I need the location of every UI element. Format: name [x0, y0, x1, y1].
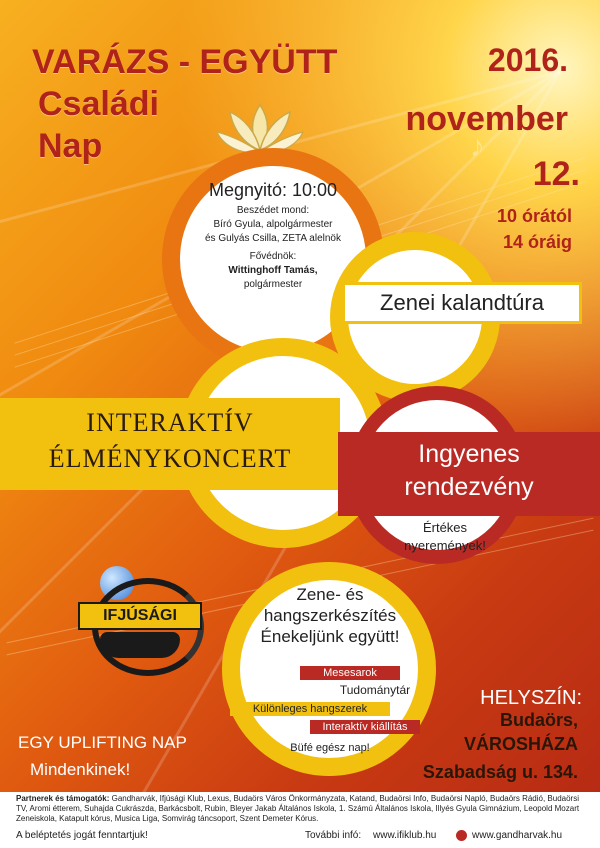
event-time-from: 10 órától: [496, 206, 572, 226]
uplifting-line2: Mindenkinek!: [30, 760, 131, 779]
free-event-line1: Ingyenes: [418, 440, 520, 468]
uplifting-line1: EGY UPLIFTING NAP: [18, 733, 187, 752]
site1-link[interactable]: www.ifiklub.hu: [373, 830, 437, 841]
free-event-line2: rendezvény: [404, 473, 534, 501]
crowd-icon: [100, 632, 180, 658]
programs-line3: Énekeljünk együtt!: [260, 627, 400, 646]
prizes-line1: Értékes: [422, 520, 468, 535]
prizes-line2: nyeremények!: [404, 538, 486, 553]
title-line3: Nap: [38, 127, 103, 165]
speaker-2: és Gulyás Csilla, ZETA alelnök: [205, 233, 341, 244]
info-label: További infó:: [305, 830, 362, 841]
rights-text: A beléptetés jogát fenntartjuk!: [16, 830, 148, 841]
free-event-band: [338, 432, 600, 516]
event-title: [32, 44, 372, 164]
partners-label: Partnerek és támogatók:: [16, 794, 110, 803]
site-bullet-icon: [456, 830, 467, 841]
venue-place: VÁROSHÁZA: [463, 734, 578, 754]
venue-city: Budaörs,: [499, 710, 578, 730]
speech-label: Beszédet mond:: [236, 205, 310, 216]
event-month: november: [405, 100, 568, 138]
concert-line1: INTERAKTÍV: [86, 408, 254, 437]
event-year: 2016.: [487, 42, 568, 78]
logo-text-band: [78, 602, 202, 630]
patron-name: Wittinghoff Tamás,: [228, 265, 318, 276]
partners-footer: [0, 792, 600, 848]
concert-band: [0, 398, 340, 490]
event-time-to: 14 óráig: [502, 232, 572, 252]
event-day: 12.: [532, 155, 580, 193]
site2-link[interactable]: www.gandharvak.hu: [472, 830, 563, 841]
venue-street: Szabadság u. 134.: [422, 762, 578, 782]
patron-label: Fővédnök:: [249, 251, 297, 262]
program-tudomanytar: Tudománytár: [339, 683, 411, 697]
program-hangszerek: Különleges hangszerek: [230, 702, 390, 716]
youth-club-logo: [78, 560, 208, 670]
program-kiallitas: Interaktív kiállítás: [310, 720, 420, 734]
programs-line1: Zene- és: [296, 585, 364, 604]
partners-text: [16, 794, 586, 824]
speaker-1: Bíró Gyula, alpolgármester: [213, 219, 333, 230]
patron-title: polgármester: [243, 279, 303, 290]
venue-label: HELYSZÍN:: [480, 687, 582, 709]
adventure-label: Zenei kalandtúra: [380, 290, 544, 315]
concert-line2: ÉLMÉNYKONCERT: [48, 444, 292, 473]
logo-text: IFJÚSÁGI: [103, 607, 177, 624]
opening-heading: Megnyitó: 10:00: [208, 180, 338, 200]
partners-list: Gandharvák, Ifjúsági Klub, Lexus, Budaörs Város Önkormányzata, Katand, Budaörsi Info, Budaörsi Napló, Budaörs Rádió, Budaörsi TV, Aromi étterem, Suhajda Cukrászda, Barkácsbolt, Rubin, Bleyer Jakab Általános Iskola, 1. Számú Általános Iskola, Illyés Gyula Gimnázium, Leopold Mozart Zeneiskola, Katapult kórus, Musica Liga, Somvirág táncsoport, Szent Demeter Kórus.: [16, 794, 580, 823]
title-line1: VARÁZS - EGYÜTT: [32, 43, 338, 81]
program-bufe: Büfé egész nap!: [290, 742, 370, 754]
title-line2: Családi: [38, 85, 159, 123]
adventure-band: [342, 282, 582, 324]
program-mesesarok: Mesesarok: [300, 666, 400, 680]
programs-line2: hangszerkészítés: [263, 606, 397, 625]
music-note-icon: ♪: [470, 130, 485, 163]
